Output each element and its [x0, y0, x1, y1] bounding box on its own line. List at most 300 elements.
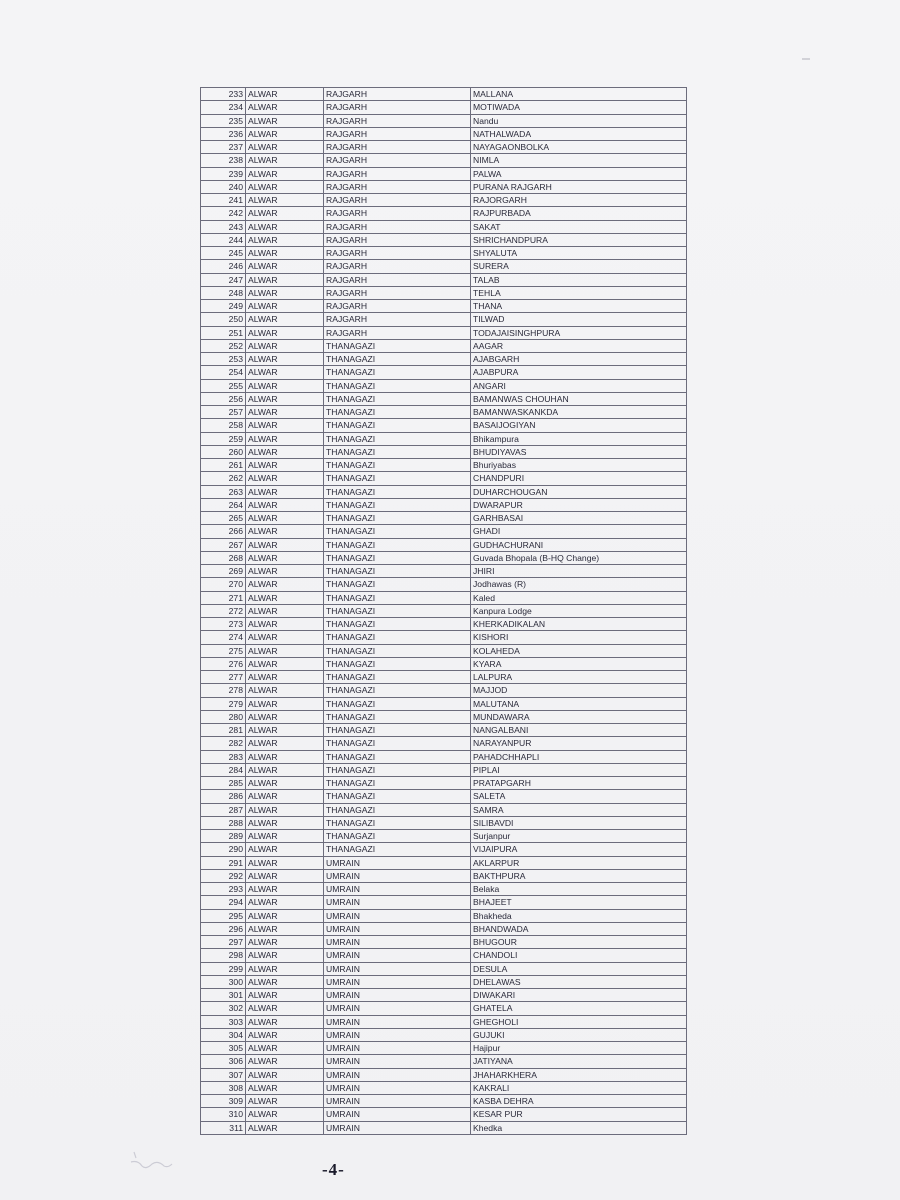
district-cell: ALWAR — [246, 975, 324, 988]
panchayat-cell: PAHADCHHAPLI — [471, 750, 687, 763]
block-cell: THANAGAZI — [324, 618, 471, 631]
block-cell: RAJGARH — [324, 300, 471, 313]
district-cell: ALWAR — [246, 644, 324, 657]
district-cell: ALWAR — [246, 1121, 324, 1134]
district-cell: ALWAR — [246, 326, 324, 339]
table-row — [201, 1002, 687, 1015]
table-row — [201, 1042, 687, 1055]
district-cell: ALWAR — [246, 498, 324, 511]
serial-no-cell: 247 — [201, 273, 246, 286]
block-cell: RAJGARH — [324, 101, 471, 114]
district-cell: ALWAR — [246, 207, 324, 220]
table-row — [201, 631, 687, 644]
table-row — [201, 1055, 687, 1068]
district-cell: ALWAR — [246, 445, 324, 458]
panchayat-cell: JHIRI — [471, 565, 687, 578]
serial-no-cell: 244 — [201, 233, 246, 246]
table-row — [201, 777, 687, 790]
panchayat-cell: Guvada Bhopala (B-HQ Change) — [471, 551, 687, 564]
panchayat-cell: GHADI — [471, 525, 687, 538]
table-row — [201, 989, 687, 1002]
table-row — [201, 167, 687, 180]
panchayat-cell: Nandu — [471, 114, 687, 127]
table-row — [201, 962, 687, 975]
table-row — [201, 498, 687, 511]
block-cell: UMRAIN — [324, 856, 471, 869]
serial-no-cell: 281 — [201, 724, 246, 737]
serial-no-cell: 253 — [201, 353, 246, 366]
panchayat-cell: PRATAPGARH — [471, 777, 687, 790]
district-cell: ALWAR — [246, 684, 324, 697]
serial-no-cell: 258 — [201, 419, 246, 432]
district-cell: ALWAR — [246, 1108, 324, 1121]
district-cell: ALWAR — [246, 671, 324, 684]
panchayat-cell: AKLARPUR — [471, 856, 687, 869]
table-row — [201, 207, 687, 220]
serial-no-cell: 265 — [201, 512, 246, 525]
table-row — [201, 684, 687, 697]
table-row — [201, 949, 687, 962]
district-cell: ALWAR — [246, 167, 324, 180]
table-row — [201, 1081, 687, 1094]
table-row — [201, 326, 687, 339]
block-cell: UMRAIN — [324, 962, 471, 975]
serial-no-cell: 246 — [201, 260, 246, 273]
district-cell: ALWAR — [246, 724, 324, 737]
table-row — [201, 88, 687, 101]
serial-no-cell: 249 — [201, 300, 246, 313]
block-cell: RAJGARH — [324, 207, 471, 220]
serial-no-cell: 252 — [201, 339, 246, 352]
panchayat-cell: Kanpura Lodge — [471, 604, 687, 617]
table-row — [201, 869, 687, 882]
table-row — [201, 975, 687, 988]
serial-no-cell: 297 — [201, 936, 246, 949]
table-row — [201, 724, 687, 737]
block-cell: UMRAIN — [324, 883, 471, 896]
panchayat-cell: DUHARCHOUGAN — [471, 485, 687, 498]
serial-no-cell: 233 — [201, 88, 246, 101]
panchayat-cell: KESAR PUR — [471, 1108, 687, 1121]
table-row — [201, 127, 687, 140]
panchayat-cell: SALETA — [471, 790, 687, 803]
district-cell: ALWAR — [246, 1068, 324, 1081]
table-row — [201, 406, 687, 419]
serial-no-cell: 284 — [201, 763, 246, 776]
district-cell: ALWAR — [246, 657, 324, 670]
block-cell: UMRAIN — [324, 1108, 471, 1121]
serial-no-cell: 263 — [201, 485, 246, 498]
block-cell: THANAGAZI — [324, 419, 471, 432]
panchayat-cell: SAKAT — [471, 220, 687, 233]
block-cell: THANAGAZI — [324, 657, 471, 670]
serial-no-cell: 310 — [201, 1108, 246, 1121]
serial-no-cell: 245 — [201, 247, 246, 260]
district-cell: ALWAR — [246, 247, 324, 260]
district-cell: ALWAR — [246, 591, 324, 604]
panchayat-cell: KISHORI — [471, 631, 687, 644]
table-row — [201, 1108, 687, 1121]
panchayat-cell: MAJJOD — [471, 684, 687, 697]
serial-no-cell: 302 — [201, 1002, 246, 1015]
block-cell: RAJGARH — [324, 220, 471, 233]
panchayat-cell: GARHBASAI — [471, 512, 687, 525]
serial-no-cell: 259 — [201, 432, 246, 445]
serial-no-cell: 306 — [201, 1055, 246, 1068]
district-cell: ALWAR — [246, 286, 324, 299]
table-row — [201, 830, 687, 843]
block-cell: THANAGAZI — [324, 724, 471, 737]
panchayat-cell: AJABGARH — [471, 353, 687, 366]
block-cell: RAJGARH — [324, 260, 471, 273]
district-cell: ALWAR — [246, 459, 324, 472]
table-row — [201, 260, 687, 273]
table-row — [201, 816, 687, 829]
panchayat-cell: NANGALBANI — [471, 724, 687, 737]
block-cell: RAJGARH — [324, 180, 471, 193]
panchayat-cell: BHUGOUR — [471, 936, 687, 949]
district-cell: ALWAR — [246, 432, 324, 445]
table-row — [201, 525, 687, 538]
block-cell: RAJGARH — [324, 273, 471, 286]
table-row — [201, 618, 687, 631]
block-cell: THANAGAZI — [324, 406, 471, 419]
district-cell: ALWAR — [246, 830, 324, 843]
serial-no-cell: 241 — [201, 194, 246, 207]
district-cell: ALWAR — [246, 313, 324, 326]
block-cell: THANAGAZI — [324, 750, 471, 763]
panchayat-cell: MALUTANA — [471, 697, 687, 710]
panchayat-cell: PALWA — [471, 167, 687, 180]
district-cell: ALWAR — [246, 618, 324, 631]
block-cell: THANAGAZI — [324, 392, 471, 405]
block-cell: UMRAIN — [324, 1121, 471, 1134]
serial-no-cell: 239 — [201, 167, 246, 180]
table-row — [201, 710, 687, 723]
panchayat-cell: ANGARI — [471, 379, 687, 392]
panchayat-cell: TALAB — [471, 273, 687, 286]
block-cell: THANAGAZI — [324, 538, 471, 551]
table-row — [201, 472, 687, 485]
serial-no-cell: 237 — [201, 141, 246, 154]
block-cell: THANAGAZI — [324, 671, 471, 684]
panchayat-cell: BHANDWADA — [471, 922, 687, 935]
table-row — [201, 538, 687, 551]
table-row — [201, 432, 687, 445]
block-cell: THANAGAZI — [324, 379, 471, 392]
district-cell: ALWAR — [246, 803, 324, 816]
block-cell: THANAGAZI — [324, 843, 471, 856]
panchayat-cell: NARAYANPUR — [471, 737, 687, 750]
table-row — [201, 180, 687, 193]
table-row — [201, 247, 687, 260]
panchayat-cell: TODAJAISINGHPURA — [471, 326, 687, 339]
serial-no-cell: 285 — [201, 777, 246, 790]
panchayat-cell: DHELAWAS — [471, 975, 687, 988]
serial-no-cell: 294 — [201, 896, 246, 909]
table-row — [201, 339, 687, 352]
district-cell: ALWAR — [246, 127, 324, 140]
district-cell: ALWAR — [246, 551, 324, 564]
block-cell: THANAGAZI — [324, 459, 471, 472]
block-cell: UMRAIN — [324, 1042, 471, 1055]
table-row — [201, 922, 687, 935]
panchayat-cell: Khedka — [471, 1121, 687, 1134]
table-row — [201, 1068, 687, 1081]
district-cell: ALWAR — [246, 710, 324, 723]
serial-no-cell: 301 — [201, 989, 246, 1002]
serial-no-cell: 298 — [201, 949, 246, 962]
block-cell: THANAGAZI — [324, 472, 471, 485]
district-cell: ALWAR — [246, 856, 324, 869]
block-cell: THANAGAZI — [324, 803, 471, 816]
table-row — [201, 737, 687, 750]
serial-no-cell: 289 — [201, 830, 246, 843]
panchayat-cell: BHAJEET — [471, 896, 687, 909]
panchayat-cell: Hajipur — [471, 1042, 687, 1055]
district-cell: ALWAR — [246, 883, 324, 896]
district-cell: ALWAR — [246, 790, 324, 803]
serial-no-cell: 292 — [201, 869, 246, 882]
table-body — [201, 88, 687, 1135]
panchayat-cell: KASBA DEHRA — [471, 1095, 687, 1108]
serial-no-cell: 262 — [201, 472, 246, 485]
serial-no-cell: 283 — [201, 750, 246, 763]
table-row — [201, 419, 687, 432]
serial-no-cell: 276 — [201, 657, 246, 670]
panchayat-cell: Surjanpur — [471, 830, 687, 843]
table-row — [201, 856, 687, 869]
district-cell: ALWAR — [246, 339, 324, 352]
panchayat-cell: BASAIJOGIYAN — [471, 419, 687, 432]
serial-no-cell: 300 — [201, 975, 246, 988]
district-cell: ALWAR — [246, 273, 324, 286]
panchayat-cell: DWARAPUR — [471, 498, 687, 511]
panchayat-cell: PURANA RAJGARH — [471, 180, 687, 193]
block-cell: UMRAIN — [324, 869, 471, 882]
panchayat-cell: Bhikampura — [471, 432, 687, 445]
table-row — [201, 671, 687, 684]
block-cell: UMRAIN — [324, 949, 471, 962]
block-cell: UMRAIN — [324, 1081, 471, 1094]
table-row — [201, 843, 687, 856]
district-cell: ALWAR — [246, 141, 324, 154]
block-cell: THANAGAZI — [324, 445, 471, 458]
district-cell: ALWAR — [246, 1042, 324, 1055]
panchayat-cell: MALLANA — [471, 88, 687, 101]
block-cell: THANAGAZI — [324, 763, 471, 776]
district-cell: ALWAR — [246, 472, 324, 485]
serial-no-cell: 282 — [201, 737, 246, 750]
table-row — [201, 591, 687, 604]
table-row — [201, 565, 687, 578]
district-cell: ALWAR — [246, 816, 324, 829]
serial-no-cell: 291 — [201, 856, 246, 869]
block-cell: THANAGAZI — [324, 816, 471, 829]
serial-no-cell: 250 — [201, 313, 246, 326]
table-row — [201, 101, 687, 114]
table-row — [201, 896, 687, 909]
table-row — [201, 763, 687, 776]
table-row — [201, 909, 687, 922]
panchayat-cell: NAYAGAONBOLKA — [471, 141, 687, 154]
district-cell: ALWAR — [246, 300, 324, 313]
serial-no-cell: 255 — [201, 379, 246, 392]
district-cell: ALWAR — [246, 843, 324, 856]
block-cell: RAJGARH — [324, 114, 471, 127]
block-cell: THANAGAZI — [324, 498, 471, 511]
block-cell: THANAGAZI — [324, 830, 471, 843]
district-cell: ALWAR — [246, 88, 324, 101]
table-row — [201, 194, 687, 207]
block-cell: RAJGARH — [324, 127, 471, 140]
table-row — [201, 154, 687, 167]
serial-no-cell: 235 — [201, 114, 246, 127]
serial-no-cell: 296 — [201, 922, 246, 935]
block-cell: THANAGAZI — [324, 737, 471, 750]
serial-no-cell: 280 — [201, 710, 246, 723]
district-cell: ALWAR — [246, 154, 324, 167]
table-row — [201, 644, 687, 657]
table-row — [201, 366, 687, 379]
scan-speck — [802, 58, 810, 60]
panchayat-cell: CHANDPURI — [471, 472, 687, 485]
district-cell: ALWAR — [246, 737, 324, 750]
serial-no-cell: 303 — [201, 1015, 246, 1028]
block-cell: THANAGAZI — [324, 432, 471, 445]
serial-no-cell: 309 — [201, 1095, 246, 1108]
panchayat-cell: MUNDAWARA — [471, 710, 687, 723]
serial-no-cell: 307 — [201, 1068, 246, 1081]
serial-no-cell: 251 — [201, 326, 246, 339]
serial-no-cell: 254 — [201, 366, 246, 379]
table-row — [201, 141, 687, 154]
panchayat-cell: Jodhawas (R) — [471, 578, 687, 591]
district-cell: ALWAR — [246, 1028, 324, 1041]
block-cell: THANAGAZI — [324, 578, 471, 591]
serial-no-cell: 275 — [201, 644, 246, 657]
panchayat-cell: LALPURA — [471, 671, 687, 684]
district-cell: ALWAR — [246, 233, 324, 246]
table-row — [201, 300, 687, 313]
district-cell: ALWAR — [246, 353, 324, 366]
panchayat-cell: KOLAHEDA — [471, 644, 687, 657]
panchayat-cell: GUDHACHURANI — [471, 538, 687, 551]
serial-no-cell: 240 — [201, 180, 246, 193]
block-cell: THANAGAZI — [324, 366, 471, 379]
panchayat-cell: SHRICHANDPURA — [471, 233, 687, 246]
district-cell: ALWAR — [246, 1015, 324, 1028]
block-cell: RAJGARH — [324, 154, 471, 167]
district-cell: ALWAR — [246, 777, 324, 790]
panchayat-cell: RAJPURBADA — [471, 207, 687, 220]
panchayat-cell: SHYALUTA — [471, 247, 687, 260]
serial-no-cell: 272 — [201, 604, 246, 617]
serial-no-cell: 295 — [201, 909, 246, 922]
block-cell: UMRAIN — [324, 989, 471, 1002]
table-row — [201, 657, 687, 670]
table-row — [201, 883, 687, 896]
district-cell: ALWAR — [246, 260, 324, 273]
table-row — [201, 1121, 687, 1134]
panchayat-cell: DIWAKARI — [471, 989, 687, 1002]
district-cell: ALWAR — [246, 485, 324, 498]
block-cell: THANAGAZI — [324, 604, 471, 617]
table-row — [201, 604, 687, 617]
block-cell: UMRAIN — [324, 1015, 471, 1028]
panchayat-cell: GHEGHOLI — [471, 1015, 687, 1028]
panchayat-cell: Belaka — [471, 883, 687, 896]
block-cell: RAJGARH — [324, 286, 471, 299]
district-cell: ALWAR — [246, 525, 324, 538]
table-row — [201, 697, 687, 710]
block-cell: RAJGARH — [324, 313, 471, 326]
serial-no-cell: 248 — [201, 286, 246, 299]
panchayat-cell: Bhakheda — [471, 909, 687, 922]
district-cell: ALWAR — [246, 697, 324, 710]
serial-no-cell: 304 — [201, 1028, 246, 1041]
table-row — [201, 512, 687, 525]
block-cell: THANAGAZI — [324, 644, 471, 657]
panchayat-cell: MOTIWADA — [471, 101, 687, 114]
district-cell: ALWAR — [246, 922, 324, 935]
block-cell: RAJGARH — [324, 88, 471, 101]
block-cell: UMRAIN — [324, 936, 471, 949]
panchayat-cell: NATHALWADA — [471, 127, 687, 140]
serial-no-cell: 278 — [201, 684, 246, 697]
block-cell: RAJGARH — [324, 167, 471, 180]
block-cell: RAJGARH — [324, 141, 471, 154]
serial-no-cell: 308 — [201, 1081, 246, 1094]
faint-handwriting-mark — [128, 1148, 176, 1174]
serial-no-cell: 293 — [201, 883, 246, 896]
serial-no-cell: 260 — [201, 445, 246, 458]
table-row — [201, 313, 687, 326]
serial-no-cell: 257 — [201, 406, 246, 419]
serial-no-cell: 269 — [201, 565, 246, 578]
serial-no-cell: 290 — [201, 843, 246, 856]
district-cell: ALWAR — [246, 366, 324, 379]
district-cell: ALWAR — [246, 180, 324, 193]
block-cell: RAJGARH — [324, 247, 471, 260]
serial-no-cell: 261 — [201, 459, 246, 472]
panchayat-cell: TILWAD — [471, 313, 687, 326]
table-row — [201, 1095, 687, 1108]
serial-no-cell: 256 — [201, 392, 246, 405]
table-row — [201, 551, 687, 564]
district-cell: ALWAR — [246, 896, 324, 909]
table-row — [201, 750, 687, 763]
district-cell: ALWAR — [246, 538, 324, 551]
block-cell: UMRAIN — [324, 1055, 471, 1068]
table-row — [201, 233, 687, 246]
district-cell: ALWAR — [246, 419, 324, 432]
block-cell: THANAGAZI — [324, 512, 471, 525]
panchayat-cell: AJABPURA — [471, 366, 687, 379]
panchayat-cell: SAMRA — [471, 803, 687, 816]
panchayat-cell: SILIBAVDI — [471, 816, 687, 829]
block-cell: UMRAIN — [324, 1028, 471, 1041]
serial-no-cell: 274 — [201, 631, 246, 644]
district-cell: ALWAR — [246, 114, 324, 127]
district-cell: ALWAR — [246, 101, 324, 114]
panchayat-cell: JATIYANA — [471, 1055, 687, 1068]
block-cell: THANAGAZI — [324, 777, 471, 790]
district-cell: ALWAR — [246, 379, 324, 392]
table-row — [201, 936, 687, 949]
block-cell: THANAGAZI — [324, 697, 471, 710]
table-row — [201, 392, 687, 405]
